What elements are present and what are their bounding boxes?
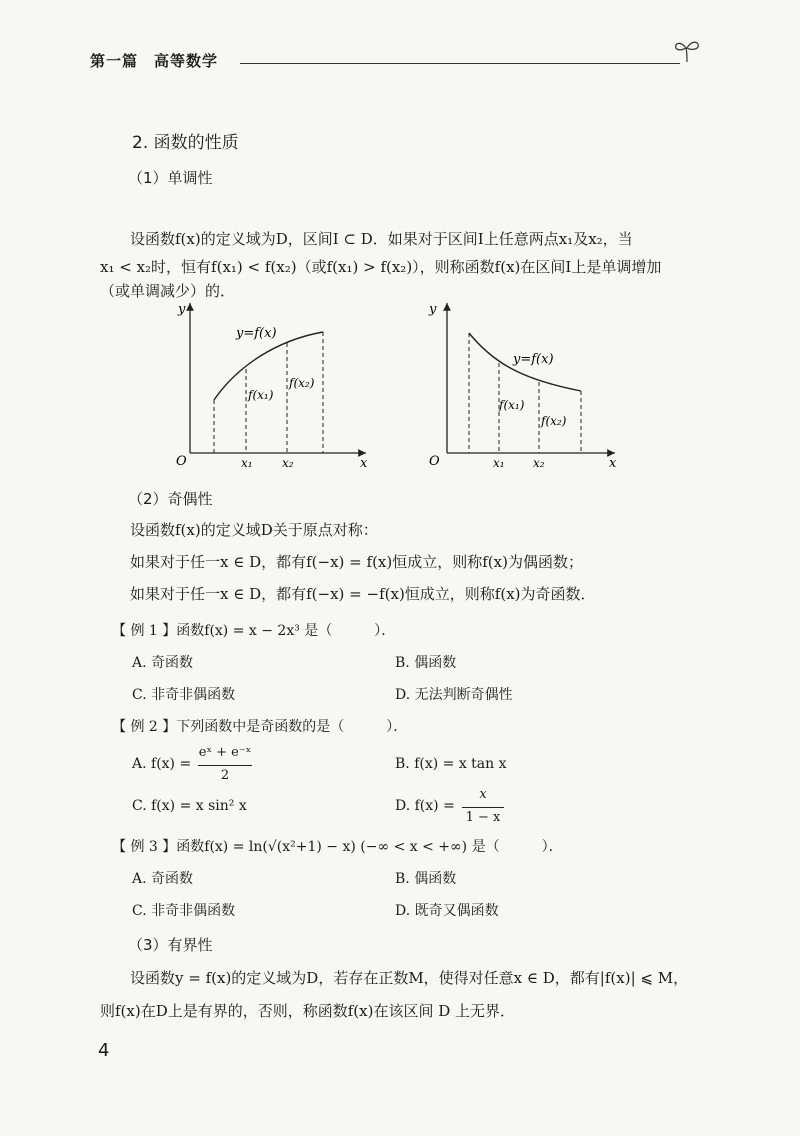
f-x1-label: f(x₁) [248, 388, 274, 402]
x1-tick-label: x₁ [493, 456, 505, 470]
subsection-heading-boundedness: （3）有界性 [128, 936, 213, 954]
y-label: y [429, 302, 437, 317]
example-2-option-c: C. f(x) = x sin² x [132, 798, 247, 814]
paragraph-line: x₁ < x₂时，恒有f(x₁) < f(x₂)（或f(x₁) > f(x₂)），则称函数f(x)在区间I上是单调增加 [100, 258, 662, 276]
origin-label: O [429, 454, 440, 469]
increasing-function-graph [168, 295, 378, 475]
f-x2-label: f(x₂) [289, 376, 315, 390]
example-1-option-d: D. 无法判断奇偶性 [395, 687, 513, 703]
fraction-bar [462, 807, 504, 808]
paragraph-line: （或单调减少）的． [100, 282, 236, 300]
example-2-option-a-denominator: 2 [220, 768, 230, 783]
running-header: 第一篇 高等数学 [90, 52, 219, 70]
example-2-option-a-numerator: eˣ + e⁻ˣ [198, 745, 252, 760]
subsection-heading-monotonicity: （1）单调性 [128, 169, 213, 187]
example-3-option-b: B. 偶函数 [395, 871, 457, 887]
section-title: 2. 函数的性质 [132, 133, 239, 153]
example-2-option-b: B. f(x) = x tan x [395, 756, 507, 772]
example-2-stem: 【 例 2 】下列函数中是奇函数的是（ ）． [112, 719, 408, 735]
example-1-option-b: B. 偶函数 [395, 655, 457, 671]
sprout-icon [672, 34, 702, 64]
x-label: x [360, 456, 368, 471]
example-1-option-c: C. 非奇非偶函数 [132, 687, 236, 703]
paragraph-line: 设函数f(x)的定义域为D，区间I ⊂ D．如果对于区间I上任意两点x₁及x₂，当 [130, 230, 633, 248]
origin-label: O [176, 454, 187, 469]
subsection-heading-parity: （2）奇偶性 [128, 490, 213, 508]
page-number: 4 [98, 1040, 110, 1061]
paragraph-line: 如果对于任一x ∈ D，都有f(−x) = f(x)恒成立，则称f(x)为偶函数； [130, 553, 583, 571]
f-x2-label: f(x₂) [541, 414, 567, 428]
paragraph-line: 如果对于任一x ∈ D，都有f(−x) = −f(x)恒成立，则称f(x)为奇函数． [130, 585, 596, 603]
example-3-option-c: C. 非奇非偶函数 [132, 903, 236, 919]
curve-label: y=f(x) [236, 326, 277, 341]
example-2-option-d-numerator: x [479, 787, 487, 802]
x-label: x [609, 456, 617, 471]
header-rule [240, 63, 680, 64]
f-x1-label: f(x₁) [499, 398, 525, 412]
y-label: y [178, 302, 186, 317]
fraction-bar [198, 765, 252, 766]
paragraph-line: 则f(x)在D上是有界的，否则，称函数f(x)在该区间 D 上无界． [100, 1002, 516, 1020]
example-1-stem: 【 例 1 】函数f(x) = x − 2x³ 是（ ）． [112, 623, 396, 639]
example-3-option-d: D. 既奇又偶函数 [395, 903, 499, 919]
example-1-option-a: A. 奇函数 [132, 655, 194, 671]
example-2-option-d-denominator: 1 − x [465, 810, 501, 825]
example-2-option-d-prefix: D. f(x) = [395, 798, 455, 814]
example-2-option-a-prefix: A. f(x) = [132, 756, 192, 772]
paragraph-line: 设函数f(x)的定义域D关于原点对称： [130, 521, 378, 539]
curve-label: y=f(x) [513, 352, 554, 367]
example-3-option-a: A. 奇函数 [132, 871, 194, 887]
x2-tick-label: x₂ [282, 456, 294, 470]
paragraph-line: 设函数y = f(x)的定义域为D，若存在正数M，使得对任意x ∈ D，都有|f(x)| ⩽ M， [130, 969, 689, 987]
x1-tick-label: x₁ [241, 456, 253, 470]
decreasing-function-graph [425, 295, 635, 475]
example-3-stem: 【 例 3 】函数f(x) = ln(√(x²+1) − x) (−∞ < x < +∞) 是（ ）． [112, 839, 563, 855]
x2-tick-label: x₂ [533, 456, 545, 470]
